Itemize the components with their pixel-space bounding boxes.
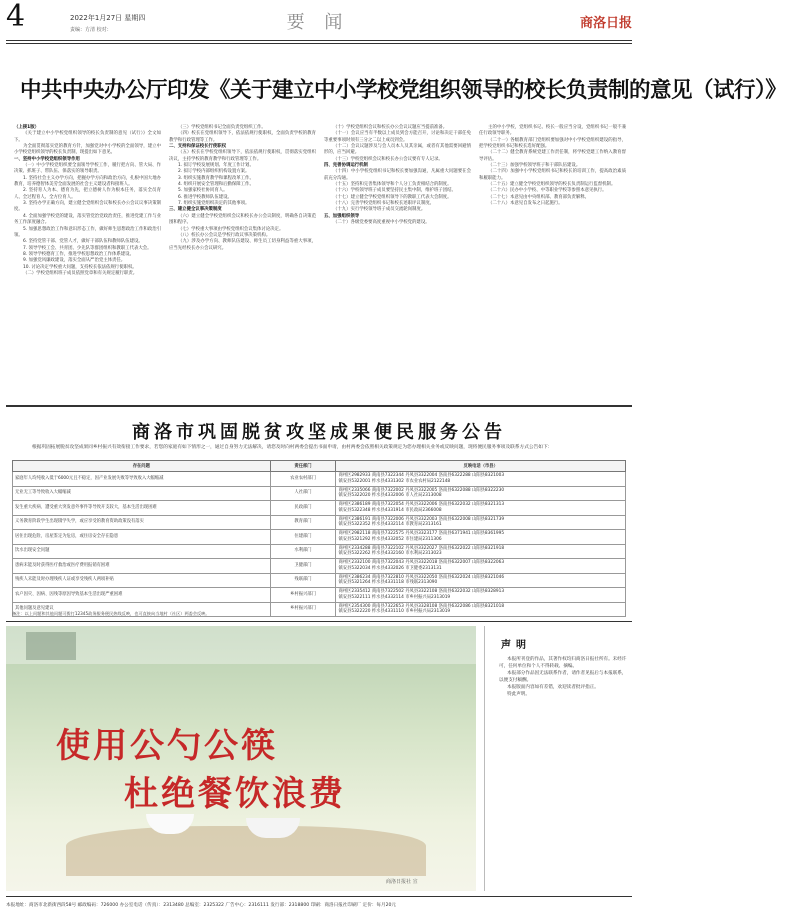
article-paragraph: （二十一）各级教育部门党组织要加强对中小学校党组织建设的指导，把学校党组织书记和校长选好配强。 <box>479 137 626 150</box>
article-paragraph: 7. 组织实施党组织决定的其他事项。 <box>178 201 250 207</box>
table-row <box>13 486 626 501</box>
table-cell-issue: 发生重大疾病、遭受重大突发意外事件等导致开支较大，基本生活出现困难 <box>13 501 271 516</box>
article-paragraph: 10. 讨论决定学校重大问题，支持校长依法依规行使职权。 <box>23 264 137 270</box>
article-subheading: 五、加强组织领导 <box>324 213 360 219</box>
article-headline: 中共中央办公厅印发《关于建立中小学校党组织领导的校长负责制的意见（试行）》 <box>20 78 786 103</box>
public-service-ad <box>6 626 476 891</box>
article-paragraph: （二十）各级党委要高度重视中小学校党的建设。 <box>333 220 430 226</box>
article-paragraph: 8. 领导学校德育工作，推进学校思想政治工作体系建设。 <box>23 251 134 257</box>
table-cell-unit: 教育部门 <box>270 515 336 530</box>
newspaper-brand: 商洛日报 <box>579 16 632 31</box>
statement-paragraph: 特此声明。 <box>507 692 530 697</box>
article-paragraph: （八）校长办公会议是学校行政议事决策机构。 <box>178 232 271 238</box>
article-paragraph: （一）中小学校党组织要全面领导学校工作，履行把方向、管大局、作决策、抓班子、带队伍、保落实的领导职责。 <box>14 163 161 175</box>
article-paragraph: 为全面贯彻落实党的教育方针，加强党对中小学校的全面领导，建立中小学校党组织领导的校长负责制，现提出如下意见。 <box>14 144 161 156</box>
table-cell-unit: 住建部门 <box>270 530 336 545</box>
table-cell-phone: 商州区2982933 商南县7322344 丹凤县3322004 洛南县6322288 山阳县8321003 镇安县5322001 柞水县4331302 市农业农村局2122148 <box>336 472 626 487</box>
header-rule <box>6 40 632 41</box>
article-paragraph: （二十二）健全教育系统党建工作责任制，将学校党建工作纳入教育督导评估。 <box>479 150 626 162</box>
article-column-4 <box>479 125 626 397</box>
ad-slogan-line-1: 使用公勺公筷 <box>56 726 278 766</box>
table-header-phone: 反映电话（市县） <box>336 461 626 472</box>
article-paragraph: 9. 加强党风廉政建设，落实全面从严治党主体责任。 <box>23 258 126 264</box>
table-cell-phone: 商州区2335412 商南县7322502 丹凤县3322108 洛南县6322032 山阳县8328913 镇安县5322111 柞水县4332114 市乡村振兴局2313019 <box>336 588 626 603</box>
footer-rule <box>6 896 632 897</box>
table-row <box>13 588 626 603</box>
article-paragraph: （十九）实行学校领导班子成员交流轮岗制度。 <box>333 207 426 213</box>
article-paragraph: 1. 坚持社会主义办学方向，把握办学方向和政治方向，扎根中国大地办教育，培养德智体美劳全面发展的社会主义建设者和接班人。 <box>14 175 161 188</box>
article-paragraph: 4. 全面加强学校党的建设，落实管党治党政治责任，推进党建工作与业务工作深度融合。 <box>14 213 161 226</box>
page-number: 4 <box>6 0 26 34</box>
table-row <box>13 544 626 559</box>
article-paragraph: 1. 拟订学校发展规划、年度工作计划。 <box>178 163 254 169</box>
table-cell-unit: 人社部门 <box>270 486 336 501</box>
article-paragraph: （十二）会议议题涉及与会人员本人及其亲属，或者有其他需要回避情形的，应当回避。 <box>324 144 471 156</box>
table-cell-phone: 商州区2354300 商南县7322653 丹凤县3328108 洛南县6322086 山阳县8321018 镇安县5322220 柞水县4331110 市乡村振兴局2313019 <box>336 602 626 617</box>
ad-credit: 商洛日报社 宣 <box>386 879 418 885</box>
table-cell-phone: 商州区2335066 商南县7322002 丹凤县3322005 洛南县6322088 山阳县8322230 镇安县5322020 柞水县4332006 市人社局2313008 <box>336 486 626 501</box>
table-cell-issue: 残疾人未能及时办理残疾人证或享受残疾人两项补贴 <box>13 573 271 588</box>
article-paragraph: （六）建立健全学校党组织会议和校长办公会议制度，明确各自决策范围和程序。 <box>169 213 316 226</box>
footer-info: 本报地址：商洛市北新街西段58号 邮政编码：726000 办公室电话（传真）：2313480 总编室：2325322 广告中心：2316111 发行部：2318800 印刷：商洛日报社印刷厂 定价：每月20元 <box>6 903 397 908</box>
table-cell-issue: 家庭年人均纯收入低于6000元且不稳定，因产业发展失败等导致收入大幅缩减 <box>13 472 271 487</box>
table-cell-unit: 乡村振兴部门 <box>270 602 336 617</box>
announcement-table <box>12 460 626 617</box>
article-paragraph: （四）校长在党组织领导下，依法依规行使职权，全面负责学校的教育教学和行政管理等工作。 <box>169 131 316 143</box>
article-paragraph: 3. 坚持办学正确方向，建立健全党组织会议和校长办公会议议事决策制度。 <box>14 201 161 213</box>
article-paragraph: 主的中小学校，党组织书记、校长一般应当分设，党组织书记一般不兼任行政领导职务。 <box>479 125 626 137</box>
article-paragraph: （九）涉及办学方向、教师队伍建设、师生员工切身利益等重大事项，应当先经校长办公会议研究。 <box>169 239 316 251</box>
article-paragraph: （十五）坚持和完善集体领导和个人分工负责相结合的制度。 <box>333 182 452 188</box>
table-cell-issue: 义务教育阶段学生出现辍学失学，或应享受的教育资助政策没有落实 <box>13 515 271 530</box>
statement-title: 声明 <box>501 640 531 651</box>
article-paragraph: （二十七）本意见由中央组织部、教育部负责解释。 <box>488 194 589 200</box>
table-cell-phone: 商州区2386191 商南县7322006 丹凤县3322003 洛南县6322008 山阳县8321739 镇安县5322352 柞水县4332114 市教育局2313161 <box>336 515 626 530</box>
article-paragraph: 5. 加强家校社协同育人。 <box>178 188 228 194</box>
article-paragraph: （二）学校党组织班子成员依照党章和有关规定履行职责。 <box>23 270 138 276</box>
article-paragraph: （二十六）民办中小学校、中等职业学校等参照本意见执行。 <box>488 188 607 194</box>
article-paragraph: （十六）学校领导班子成员要坚持民主集中制，维护班子团结。 <box>333 188 456 194</box>
table-row <box>13 573 626 588</box>
article-subheading: （上接1版） <box>14 125 40 130</box>
table-row <box>13 501 626 516</box>
article-column-3 <box>324 125 471 397</box>
table-cell-unit: 水利部门 <box>270 544 336 559</box>
article-paragraph: （十七）建立健全学校党组织领导下的教职工代表大会制度。 <box>333 194 452 200</box>
ad-table-illustration <box>66 826 426 876</box>
ad-building-illustration <box>26 632 76 660</box>
article-paragraph: 7. 领导学校工会、共青团、少先队等群团组织和教职工代表大会。 <box>23 245 152 251</box>
table-cell-issue: 饮水出现安全问题 <box>13 544 271 559</box>
table-cell-unit: 民政部门 <box>270 501 336 516</box>
table-cell-issue: 无业无工等导致收入大幅缩减 <box>13 486 271 501</box>
statement-box <box>484 626 633 891</box>
article-paragraph: （二十五）建立健全学校党组织领导的校长负责制运行监督机制。 <box>488 182 616 188</box>
article-paragraph: 6. 坚持党管干部、党管人才，做好干部队伍和教师队伍建设。 <box>23 239 143 245</box>
article-paragraph: （七）学校重大事项由学校党组织会议集体讨论决定。 <box>178 226 284 232</box>
article-paragraph: （十一）会议应当有半数以上成员到会方能召开，讨论和决定干部任免等重要事项时须有三分之二以上成员到会。 <box>324 131 471 143</box>
article-paragraph: （十三）学校党组织会议和校长办公会议要有专人记录。 <box>333 156 443 162</box>
article-paragraph: 2. 拟订学校内部组织机构设置方案。 <box>178 169 250 175</box>
table-row <box>13 530 626 545</box>
issue-date: 2022年1月27日 星期四 <box>70 14 146 22</box>
table-row <box>13 515 626 530</box>
article-subheading: 一、坚持中小学校党组织领导作用 <box>14 156 80 162</box>
table-row <box>13 559 626 574</box>
table-cell-issue: 农户因灾、因病、因残等原因导致基本生活出现严重困难 <box>13 588 271 603</box>
header-rule-thin <box>6 43 632 44</box>
table-cell-phone: 商州区2386189 商南县7322054 丹凤县3322006 洛南县6322032 山阳县8321313 镇安县5322348 柞水县4331914 市民政局2366008 <box>336 501 626 516</box>
section-divider <box>6 405 632 407</box>
article-paragraph: 《关于建立中小学校党组织领导的校长负责制的意见（试行）》全文如下。 <box>14 131 161 143</box>
article-column-1 <box>14 125 161 397</box>
announcement-title: 商洛市巩固脱贫攻坚成果便民服务公告 <box>132 422 506 443</box>
table-cell-issue: 居住出现危险，房屋鉴定为危房，或住房安全存在隐患 <box>13 530 271 545</box>
ad-divider <box>6 621 632 622</box>
table-header-unit: 责任部门 <box>270 461 336 472</box>
article-paragraph: （十八）完善学校党组织书记和校长述职评议制度。 <box>333 201 434 207</box>
table-cell-unit: 乡村振兴部门 <box>270 588 336 603</box>
article-paragraph: （二十八）本意见自发布之日起施行。 <box>488 201 563 207</box>
table-cell-unit: 农业农村部门 <box>270 472 336 487</box>
statement-paragraph: 本报版面内容如有差错，欢迎读者批评指正。 <box>507 685 599 690</box>
table-cell-issue: 其他问题及意见建议 <box>13 602 271 617</box>
statement-body <box>499 656 627 698</box>
table-cell-issue: 患病未能及时获得医疗救治或医疗费用报销有困难 <box>13 559 271 574</box>
table-cell-phone: 商州区2334288 商南县7322102 丹凤县3322027 洛南县6322022 山阳县8321918 镇安县5322262 柞水县4332160 市水利局2313023 <box>336 544 626 559</box>
article-column-2 <box>169 125 316 397</box>
article-paragraph: （二十四）加强中小学校党组织书记和校长的培训工作，提高政治素质和履职能力。 <box>479 169 626 181</box>
article-paragraph: 6. 推进学校教师队伍建设。 <box>178 194 232 200</box>
article-paragraph: 3. 组织实施教育教学和课程改革工作。 <box>178 175 254 181</box>
article-subheading: 二、支持和保证校长行使职权 <box>169 144 227 150</box>
table-row <box>13 472 626 487</box>
article-paragraph: 2. 坚持育人为本、德育为先，把立德树人作为根本任务，落实全员育人、全过程育人、全方位育人。 <box>14 188 161 200</box>
article-paragraph: （五）校长在学校党组织领导下，依法依规行使职权，贯彻落实党组织决议，主持学校的教育教学和行政管理等工作。 <box>169 150 316 162</box>
article-paragraph: 5. 加强思想政治工作和意识形态工作，做好师生思想政治工作和政治引领。 <box>14 226 161 238</box>
article-paragraph: 4. 组织开展安全管理和后勤保障工作。 <box>178 182 254 188</box>
statement-paragraph: 本报部分作品因无法联系作者，请作者见报后与本报联系，以便支付稿酬。 <box>499 671 627 683</box>
editor-credits: 责编：方清 校对： <box>70 27 112 33</box>
table-header-issue: 存在问题 <box>13 461 271 472</box>
table-cell-phone: 商州区2332100 商南县7322043 丹凤县3322018 洛南县6322007 山阳县8322063 镇安县5322034 柞水县4332026 市卫健委2313131 <box>336 559 626 574</box>
article-paragraph: （二十三）加强学校领导班子和干部队伍建设。 <box>488 163 581 169</box>
table-cell-phone: 商州区2982118 商南县7322575 丹凤县3323177 洛南县6371941 山阳县8361995 镇安县5321292 柞水县4332052 市住建局2311306 <box>336 530 626 545</box>
announcement-intro: 根据巩固拓展脱贫攻坚成果同乡村振兴有效衔接工作要求，若您的家庭有如下情形之一，通过自身努力无法解决，请您及时向村两委会提出书面申请，由村两委会依照相关政策规定为您办理相关业务或反映问题，现将便民服务事项及联系方式公告如下： <box>32 445 553 450</box>
table-cell-phone: 商州区2386234 商南县7322810 丹凤县3322050 洛南县6322024 山阳县8321046 镇安县5321264 柞水县4331118 市残联2313090 <box>336 573 626 588</box>
ad-sky <box>6 626 476 664</box>
table-cell-unit: 卫健部门 <box>270 559 336 574</box>
table-cell-unit: 残联部门 <box>270 573 336 588</box>
ad-slogan-line-2: 杜绝餐饮浪费 <box>124 774 346 814</box>
article-paragraph: （十）学校党组织会议和校长办公会议议题应当提前准备。 <box>333 125 448 130</box>
article-subheading: 三、建立健全议事决策制度 <box>169 207 222 213</box>
announcement-note: 备注：以上问题和其他问题可拨打12345政务服务便民热线反映，也可直接向当地村（社区）两委会反映。 <box>12 611 210 616</box>
article-subheading: 四、完善协调运行机制 <box>324 163 368 169</box>
section-title: 要 闻 <box>286 12 350 33</box>
article-paragraph: （三）学校党组织书记全面负责党组织工作。 <box>178 125 266 130</box>
article-paragraph: （十四）中小学校党组织书记和校长要加强沟通，凡属重大问题要在会前充分沟通。 <box>324 169 471 181</box>
statement-paragraph: 本报所刊登的作品，其著作权均归商洛日报社所有。未经许可，任何单位和个人不得转载、摘编。 <box>499 657 627 669</box>
